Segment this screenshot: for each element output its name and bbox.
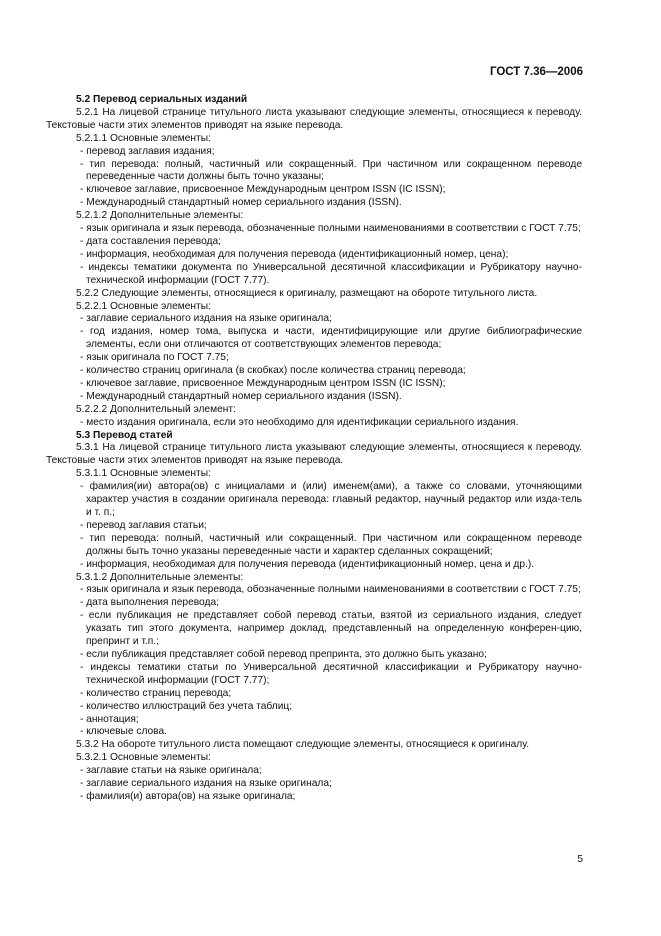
clause-heading: 5.3.1.1 Основные элементы: [76, 468, 211, 480]
page-number: 5 [577, 854, 583, 865]
paragraph: 5.3.1 На лицевой странице титульного листа указывают следующие элементы, относящиеся к переводу. Текстовые части этих элементов приводят на языке перевода. [46, 442, 582, 467]
clause-heading: 5.2.2 Следующие элементы, относящиеся к оригиналу, размещают на обороте титульного листа. [76, 287, 538, 299]
list-item: - перевод заглавия издания; [80, 145, 215, 157]
list-item: - информация, необходимая для получения перевода (идентификационный номер, цена); [80, 248, 509, 260]
list-item: - язык оригинала по ГОСТ 7.75; [80, 352, 229, 364]
list-item: - дата составления перевода; [80, 235, 221, 247]
list-item: - заглавие сериального издания на языке оригинала; [80, 778, 332, 790]
list-item: - если публикация не представляет собой перевод статьи, взятой из сериального издания, следует указать тип этого документа, например доклад, представленный на определенную конферен-цию, препринт и т.п.; [80, 610, 582, 648]
list-item: - количество страниц перевода; [80, 687, 232, 699]
list-item: - количество иллюстраций без учета таблиц; [80, 700, 293, 712]
list-item: - Международный стандартный номер сериального издания (ISSN). [80, 197, 402, 209]
clause-heading: 5.3.2 На обороте титульного листа помещают следующие элементы, относящиеся к оригиналу. [76, 739, 530, 751]
list-item: - ключевое заглавие, присвоенное Международным центром ISSN (IC ISSN); [80, 184, 446, 196]
document-body [46, 94, 582, 804]
list-item: - место издания оригинала, если это необходимо для идентификации сериального издания. [80, 416, 519, 428]
list-item: - язык оригинала и язык перевода, обозначенные полными наименованиями в соответствии с ГОСТ 7.75; [80, 584, 581, 596]
list-item: - количество страниц оригинала (в скобках) после количества страниц перевода; [80, 365, 466, 377]
list-item: - информация, необходимая для получения перевода (идентификационный номер, цена и др.). [80, 558, 535, 570]
list-item: - язык оригинала и язык перевода, обозначенные полными наименованиями в соответствии с ГОСТ 7.75; [80, 223, 581, 235]
section-heading: 5.3 Перевод статей [76, 429, 173, 441]
list-item: - перевод заглавия статьи; [80, 519, 207, 531]
list-item: - аннотация; [80, 713, 139, 725]
list-item: - год издания, номер тома, выпуска и части, идентифицирующие или другие библиографические элементы, если они отличаются от соответствующих элементов перевода; [80, 326, 582, 351]
list-item: - если публикация представляет собой перевод препринта, это должно быть указано; [80, 648, 487, 660]
list-item: - фамилия(и) автора(ов) на языке оригинала; [80, 790, 296, 802]
list-item: - заглавие сериального издания на языке оригинала; [80, 313, 332, 325]
list-item: - индексы тематики документа по Универсальной десятичной классификации и Рубрикатору научно-технической информации (ГОСТ 7.77). [80, 261, 582, 286]
list-item: - заглавие статьи на языке оригинала; [80, 765, 262, 777]
list-item: - тип перевода: полный, частичный или сокращенный. При частичном или сокращенном переводе переведенные части должны быть точно указаны; [80, 158, 582, 183]
clause-heading: 5.3.1.2 Дополнительные элементы: [76, 571, 244, 583]
clause-heading: 5.2.1.2 Дополнительные элементы: [76, 210, 244, 222]
list-item: - ключевое заглавие, присвоенное Международным центром ISSN (IC ISSN); [80, 377, 446, 389]
clause-heading: 5.2.2.2 Дополнительный элемент: [76, 403, 236, 415]
clause-heading: 5.2.1.1 Основные элементы: [76, 132, 211, 144]
list-item: - тип перевода: полный, частичный или сокращенный. При частичном или сокращенном переводе должны быть точно указаны переведенные части и характер сделанных сокращений; [80, 532, 582, 557]
section-heading: 5.2 Перевод сериальных изданий [76, 94, 248, 105]
document-header: ГОСТ 7.36—2006 [489, 66, 583, 78]
list-item: - индексы тематики статьи по Универсальной десятичной классификации и Рубрикатору научно-технической информации (ГОСТ 7.77); [80, 661, 582, 686]
list-item: - дата выполнения перевода; [80, 597, 219, 609]
clause-heading: 5.2.2.1 Основные элементы: [76, 300, 211, 312]
list-item: - ключевые слова. [80, 726, 167, 738]
list-item: - фамилия(ии) автора(ов) с инициалами и (или) именем(ами), а также со словами, уточняющими характер участия в создании оригинала перевода: главный редактор, научный редактор или изда-тель и т. п.; [80, 481, 582, 518]
paragraph: 5.2.1 На лицевой странице титульного листа указывают следующие элементы, относящиеся к переводу. Текстовые части этих элементов приводят на языке перевода. [46, 106, 582, 131]
clause-heading: 5.3.2.1 Основные элементы: [76, 752, 211, 764]
list-item: - Международный стандартный номер сериального издания (ISSN). [80, 390, 402, 402]
